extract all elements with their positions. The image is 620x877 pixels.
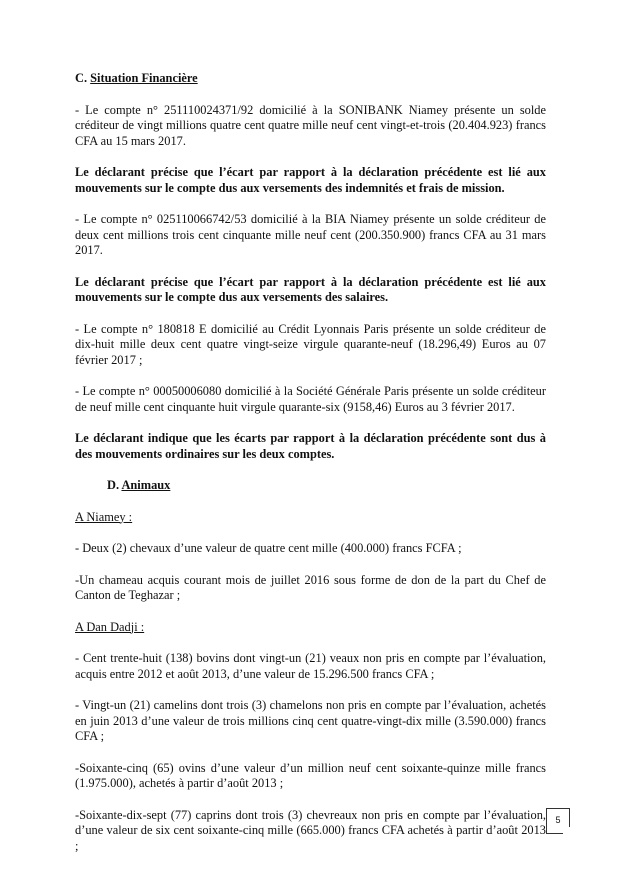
section-d-letter: D. — [107, 478, 120, 492]
dan-dadji-label: A Dan Dadji : — [75, 619, 145, 634]
page-number: 5 — [555, 815, 561, 825]
sonibank-account-paragraph: - Le compte n° 251110024371/92 domicilié à la SONIBANK Niamey présente un solde créditeur de vingt millions quatre cent quatre mille neuf cent vingt-et-trois (20.404.923) francs CFA au 15 mars 2017. — [75, 102, 546, 148]
dan-dadji-ovins-paragraph: -Soixante-cinq (65) ovins d’une valeur d’un million neuf cent soixante-quinze mille francs (1.975.000), achetés à partir d’août 2013 ; — [75, 760, 546, 790]
section-d-title: Animaux — [121, 478, 171, 492]
bia-account-paragraph: - Le compte n° 025110066742/53 domicilié à la BIA Niamey présente un solde créditeur de deux cent millions trois cent cinquante mille neuf cent (200.350.900) francs CFA au 31 mars 2017. — [75, 212, 546, 257]
dan-dadji-caprins-paragraph: -Soixante-dix-sept (77) caprins dont trois (3) chevreaux non pris en compte par l’évaluation, d’une valeur de six cent soixante-cinq mille (665.000) francs CFA achetés à partir d’août 2013 ; — [75, 807, 546, 853]
page-content — [75, 71, 546, 854]
page-corner-fold — [563, 827, 570, 834]
credit-lyonnais-account-paragraph: - Le compte n° 180818 E domicilié au Crédit Lyonnais Paris présente un solde créditeur de dix-huit mille deux cent quatre vingt-seize virgule quarante-neuf (18.296,49) Euros au 07 février 2017 ; — [75, 321, 546, 367]
sonibank-note-paragraph: Le déclarant précise que l’écart par rapport à la déclaration précédente est lié aux mouvements sur le compte dus aux versements des indemnités et frais de mission. — [75, 165, 546, 195]
paris-accounts-note-paragraph: Le déclarant indique que les écarts par rapport à la déclaration précédente sont dus à des mouvements ordinaires sur les deux comptes. — [75, 431, 546, 461]
dan-dadji-bovins-paragraph: - Cent trente-huit (138) bovins dont vingt-un (21) veaux non pris en compte par l’évaluation, acquis entre 2012 et août 2013, d’une valeur de 15.296.500 francs CFA ; — [75, 651, 546, 681]
niamey-label: A Niamey : — [75, 509, 133, 524]
niamey-camel-paragraph: -Un chameau acquis courant mois de juillet 2016 sous forme de don de la part du Chef de Canton de Teghazar ; — [75, 572, 546, 602]
niamey-horses-paragraph: - Deux (2) chevaux d’une valeur de quatre cent mille (400.000) francs FCFA ; — [75, 541, 462, 555]
section-c-heading — [75, 71, 546, 87]
page-number-box — [546, 808, 570, 834]
dan-dadji-camelins-paragraph: - Vingt-un (21) camelins dont trois (3) chamelons non pris en compte par l’évaluation, achetés en juin 2013 d’une valeur de trois millions cinq cent quatre-vingt-dix mille (3.590.000) francs CFA ; — [75, 698, 546, 743]
section-c-letter: C. — [75, 71, 88, 85]
section-c-title: Situation Financière — [90, 71, 198, 85]
bia-note-paragraph: Le déclarant précise que l’écart par rapport à la déclaration précédente est lié aux mouvements sur le compte dus aux versements des salaires. — [75, 274, 546, 304]
societe-generale-account-paragraph: - Le compte n° 00050006080 domicilié à la Société Générale Paris présente un solde créditeur de neuf mille cent cinquante huit virgule quarante-six (9158,46) Euros au 3 février 2017. — [75, 384, 546, 414]
section-d-heading — [75, 478, 546, 494]
